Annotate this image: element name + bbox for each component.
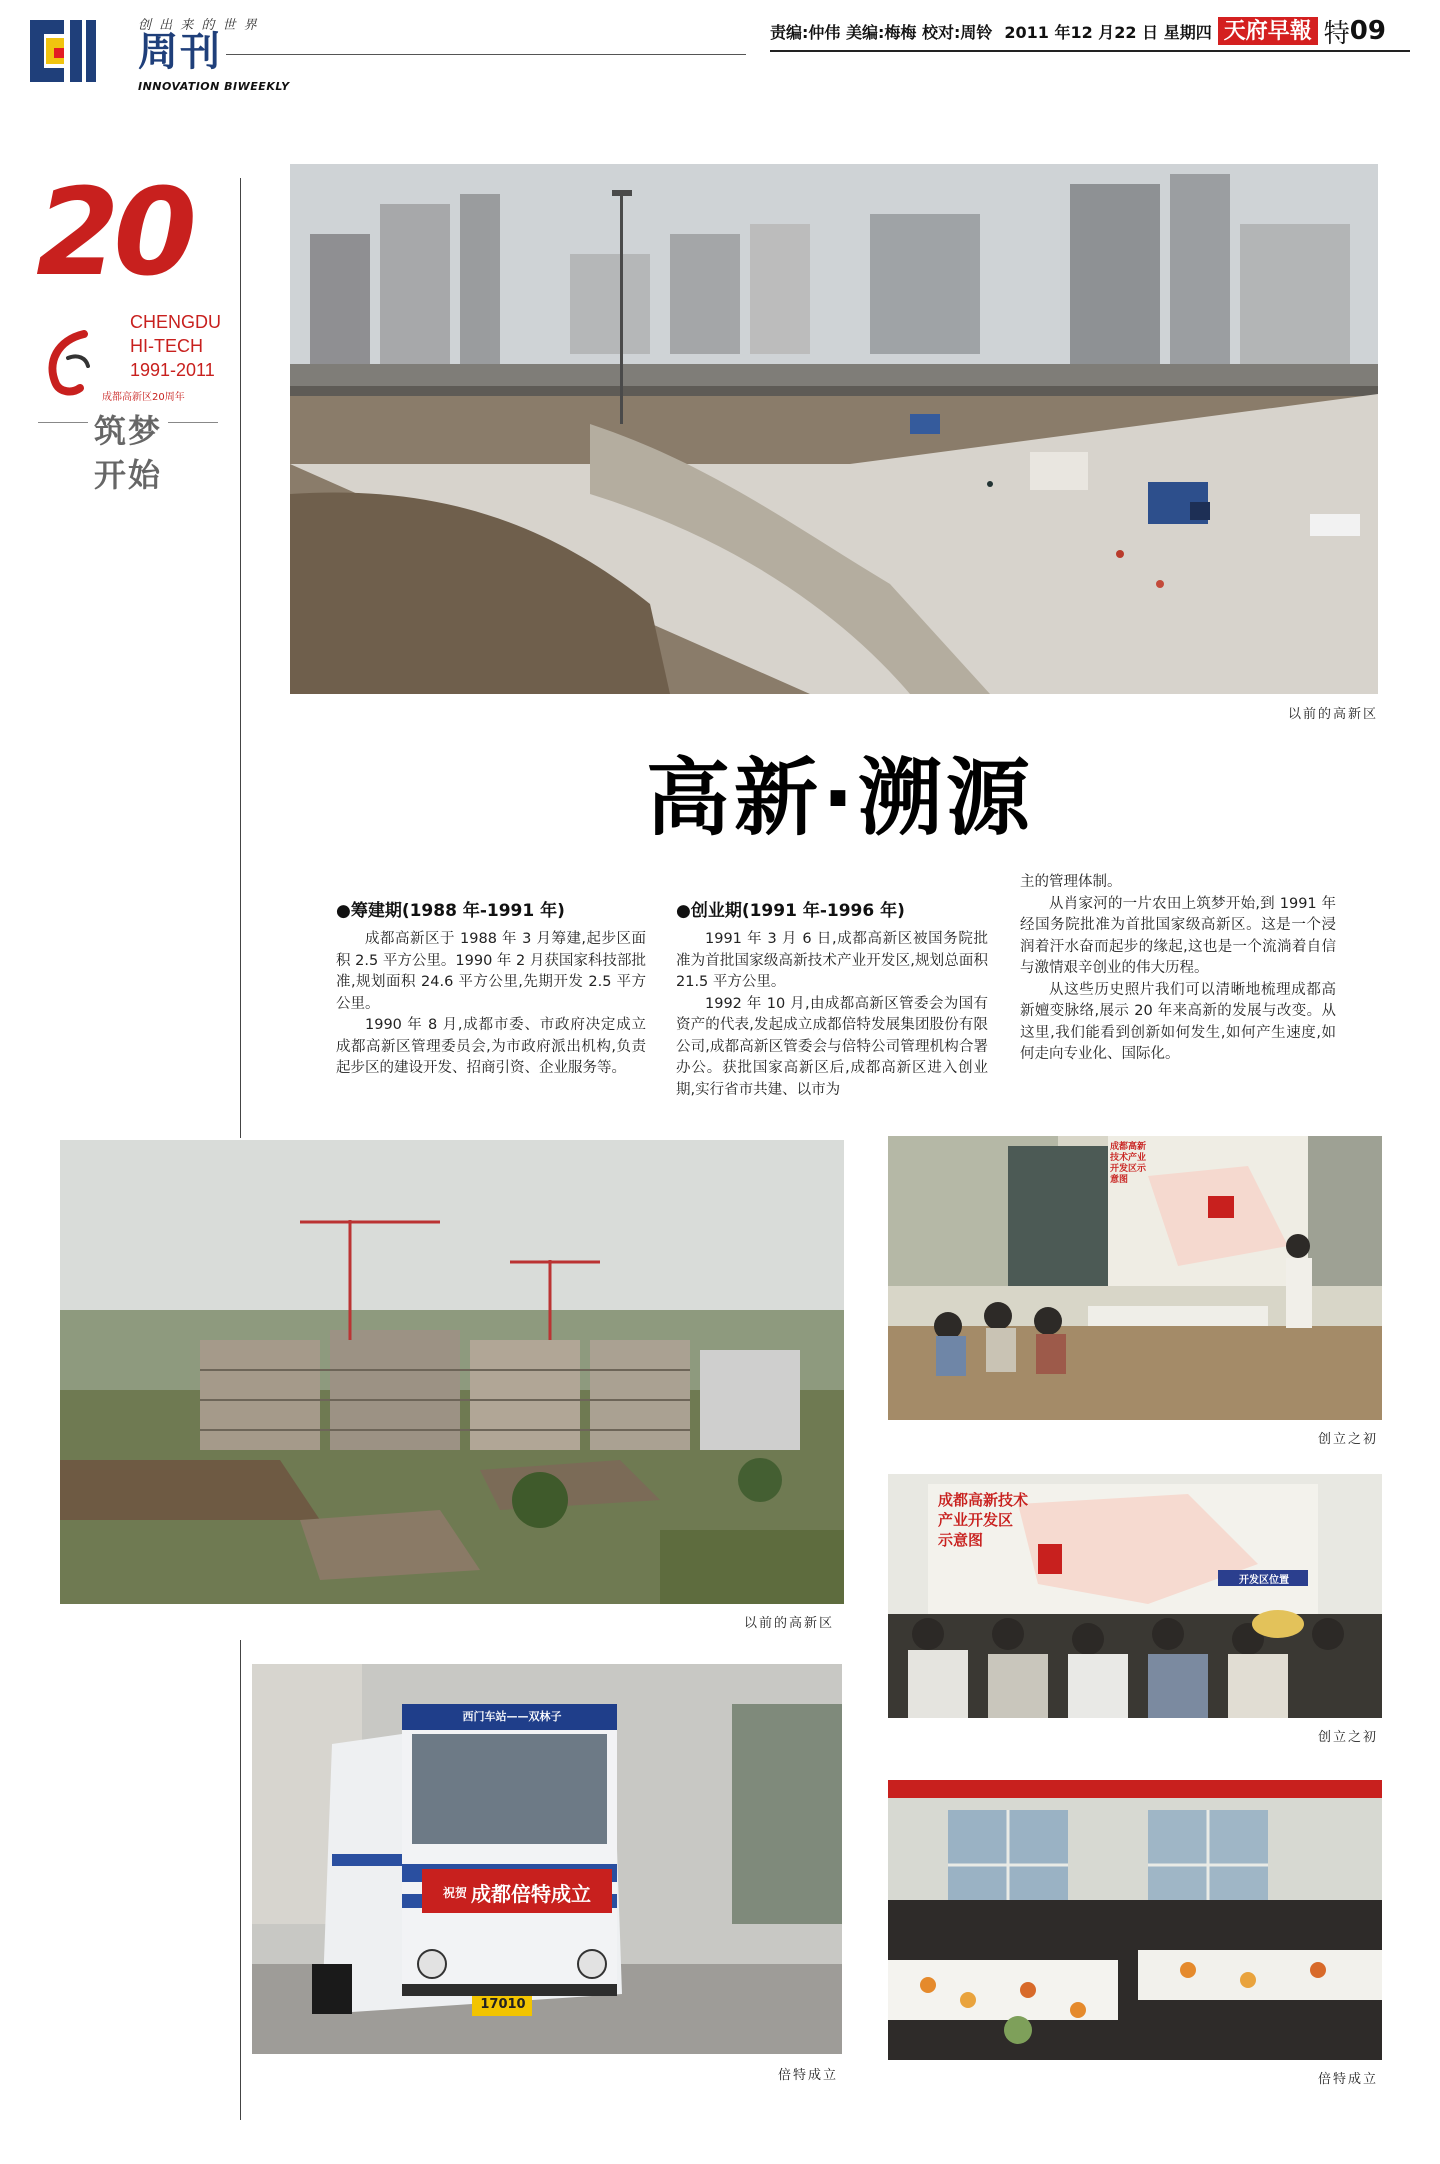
bus-route-sign: 西门车站——双林子 (462, 1710, 562, 1723)
section-column-1 (336, 896, 646, 1080)
anniversary-badge (30, 164, 230, 508)
date-text: 2011 年12 月22 日 星期四 (1004, 22, 1212, 42)
section-column-2 (676, 896, 988, 1101)
bus-banner-prefix: 祝贺 (442, 1885, 467, 1900)
bus-banner-text: 成都倍特成立 (471, 1881, 591, 1906)
meeting2-board-line2: 产业开发区 (938, 1511, 1014, 1529)
section-heading: ●创业期(1991 年-1996 年) (676, 901, 905, 921)
masthead-tagline: 创 出 来 的 世 界 (138, 18, 259, 33)
anniversary-line1: CHENGDU (130, 312, 222, 332)
photo-caption-banquet: 倍特成立 (1318, 2072, 1379, 2087)
photo-caption-bus: 倍特成立 (778, 2068, 839, 2083)
photo-founding-meeting-1 (888, 1136, 1382, 1420)
anniversary-sub: 成都高新区20周年 (102, 392, 185, 403)
masthead-rule (226, 54, 746, 55)
photo-construction-site (60, 1140, 844, 1604)
photo-founding-banquet (888, 1780, 1382, 2060)
column-title-2: 开始 (94, 456, 163, 494)
section-column-3 (1020, 872, 1336, 1066)
section-paragraph: 1991 年 3 月 6 日,成都高新区被国务院批准为首批国家级高新技术产业开发区,规划总面积 21.5 平方公里。 (676, 931, 988, 990)
special-label: 特 (1323, 18, 1350, 49)
photo-caption-mid-left: 以前的高新区 (744, 1616, 835, 1631)
badge-rule-1 (38, 422, 88, 423)
bus-banner (424, 1872, 610, 1912)
anniversary-swoosh-icon (38, 328, 98, 398)
meeting2-board-title (938, 1490, 1028, 1550)
anniversary-number: 20 (36, 164, 191, 303)
masthead-english: INNOVATION BIWEEKLY (138, 80, 290, 93)
logo-icon (24, 12, 102, 90)
photo-old-highway (290, 164, 1378, 694)
masthead-name: 周刊 (138, 29, 222, 75)
column-title-1: 筑梦 (94, 412, 163, 450)
meeting1-board-text: 成都高新技术产业开发区示意图 (1110, 1142, 1147, 1185)
column-divider-lower (240, 1640, 241, 2120)
masthead-credits (770, 16, 1386, 49)
section-paragraph: 从这些历史照片我们可以清晰地梳理成都高新嬗变脉络,展示 20 年来高新的发展与改变。从这里,我们能看到创新如何发生,如何产生速度,如何走向专业化、国际化。 (1020, 981, 1336, 1062)
anniversary-line3: 1991-2011 (130, 360, 215, 380)
photo-founding-meeting-2 (888, 1474, 1382, 1718)
section-paragraph: 1990 年 8 月,成都市委、市政府决定成立成都高新区管理委员会,为市政府派出机构,负责起步区的建设开发、招商引资、企业服务等。 (336, 1017, 646, 1076)
section-heading: ●筹建期(1988 年-1991 年) (336, 901, 565, 921)
masthead (0, 0, 1440, 100)
photo-caption-meeting1: 创立之初 (1318, 1432, 1379, 1447)
logo-mark (24, 12, 102, 90)
photo-caption-top: 以前的高新区 (1287, 707, 1378, 722)
photo-bus (252, 1664, 842, 2054)
meeting2-board-line3: 示意图 (938, 1531, 984, 1549)
anniversary-line2: HI-TECH (130, 336, 203, 356)
bus-plate: 17010 (480, 1997, 526, 2012)
section-paragraph: 从肖家河的一片农田上筑梦开始,到 1991 年经国务院批准为首批国家级高新区。这是一个浸润着汗水奋而起步的缘起,这也是一个流淌着自信与激情艰辛创业的伟大历程。 (1020, 895, 1336, 976)
paper-name: 天府早報 (1218, 17, 1318, 45)
badge-rule-2 (168, 422, 218, 423)
page-number: 09 (1349, 16, 1386, 46)
credits-text: 责编:仲伟 美编:梅梅 校对:周铃 (770, 22, 993, 42)
section-paragraph: 主的管理体制。 (1020, 874, 1122, 890)
headline: 高新·溯源 (646, 749, 1034, 847)
meeting2-board-label: 开发区位置 (1239, 1575, 1289, 1586)
photo-caption-meeting2: 创立之初 (1318, 1730, 1379, 1745)
column-divider (240, 178, 241, 1138)
masthead-right-rule (770, 50, 1410, 52)
section-paragraph: 成都高新区于 1988 年 3 月筹建,起步区面积 2.5 平方公里。1990 年 2 月获国家科技部批准,规划面积 24.6 平方公里,先期开发 2.5 平方公里。 (336, 931, 646, 1012)
meeting2-board-line1: 成都高新技术 (938, 1491, 1029, 1509)
section-paragraph: 1992 年 10 月,由成都高新区管委会为国有资产的代表,发起成立成都倍特发展集团股份有限公司,成都高新区管委会与倍特公司管理机构合署办公。获批国家高新区后,成都高新区进入创业期,实行省市共建、以市为 (676, 995, 988, 1098)
